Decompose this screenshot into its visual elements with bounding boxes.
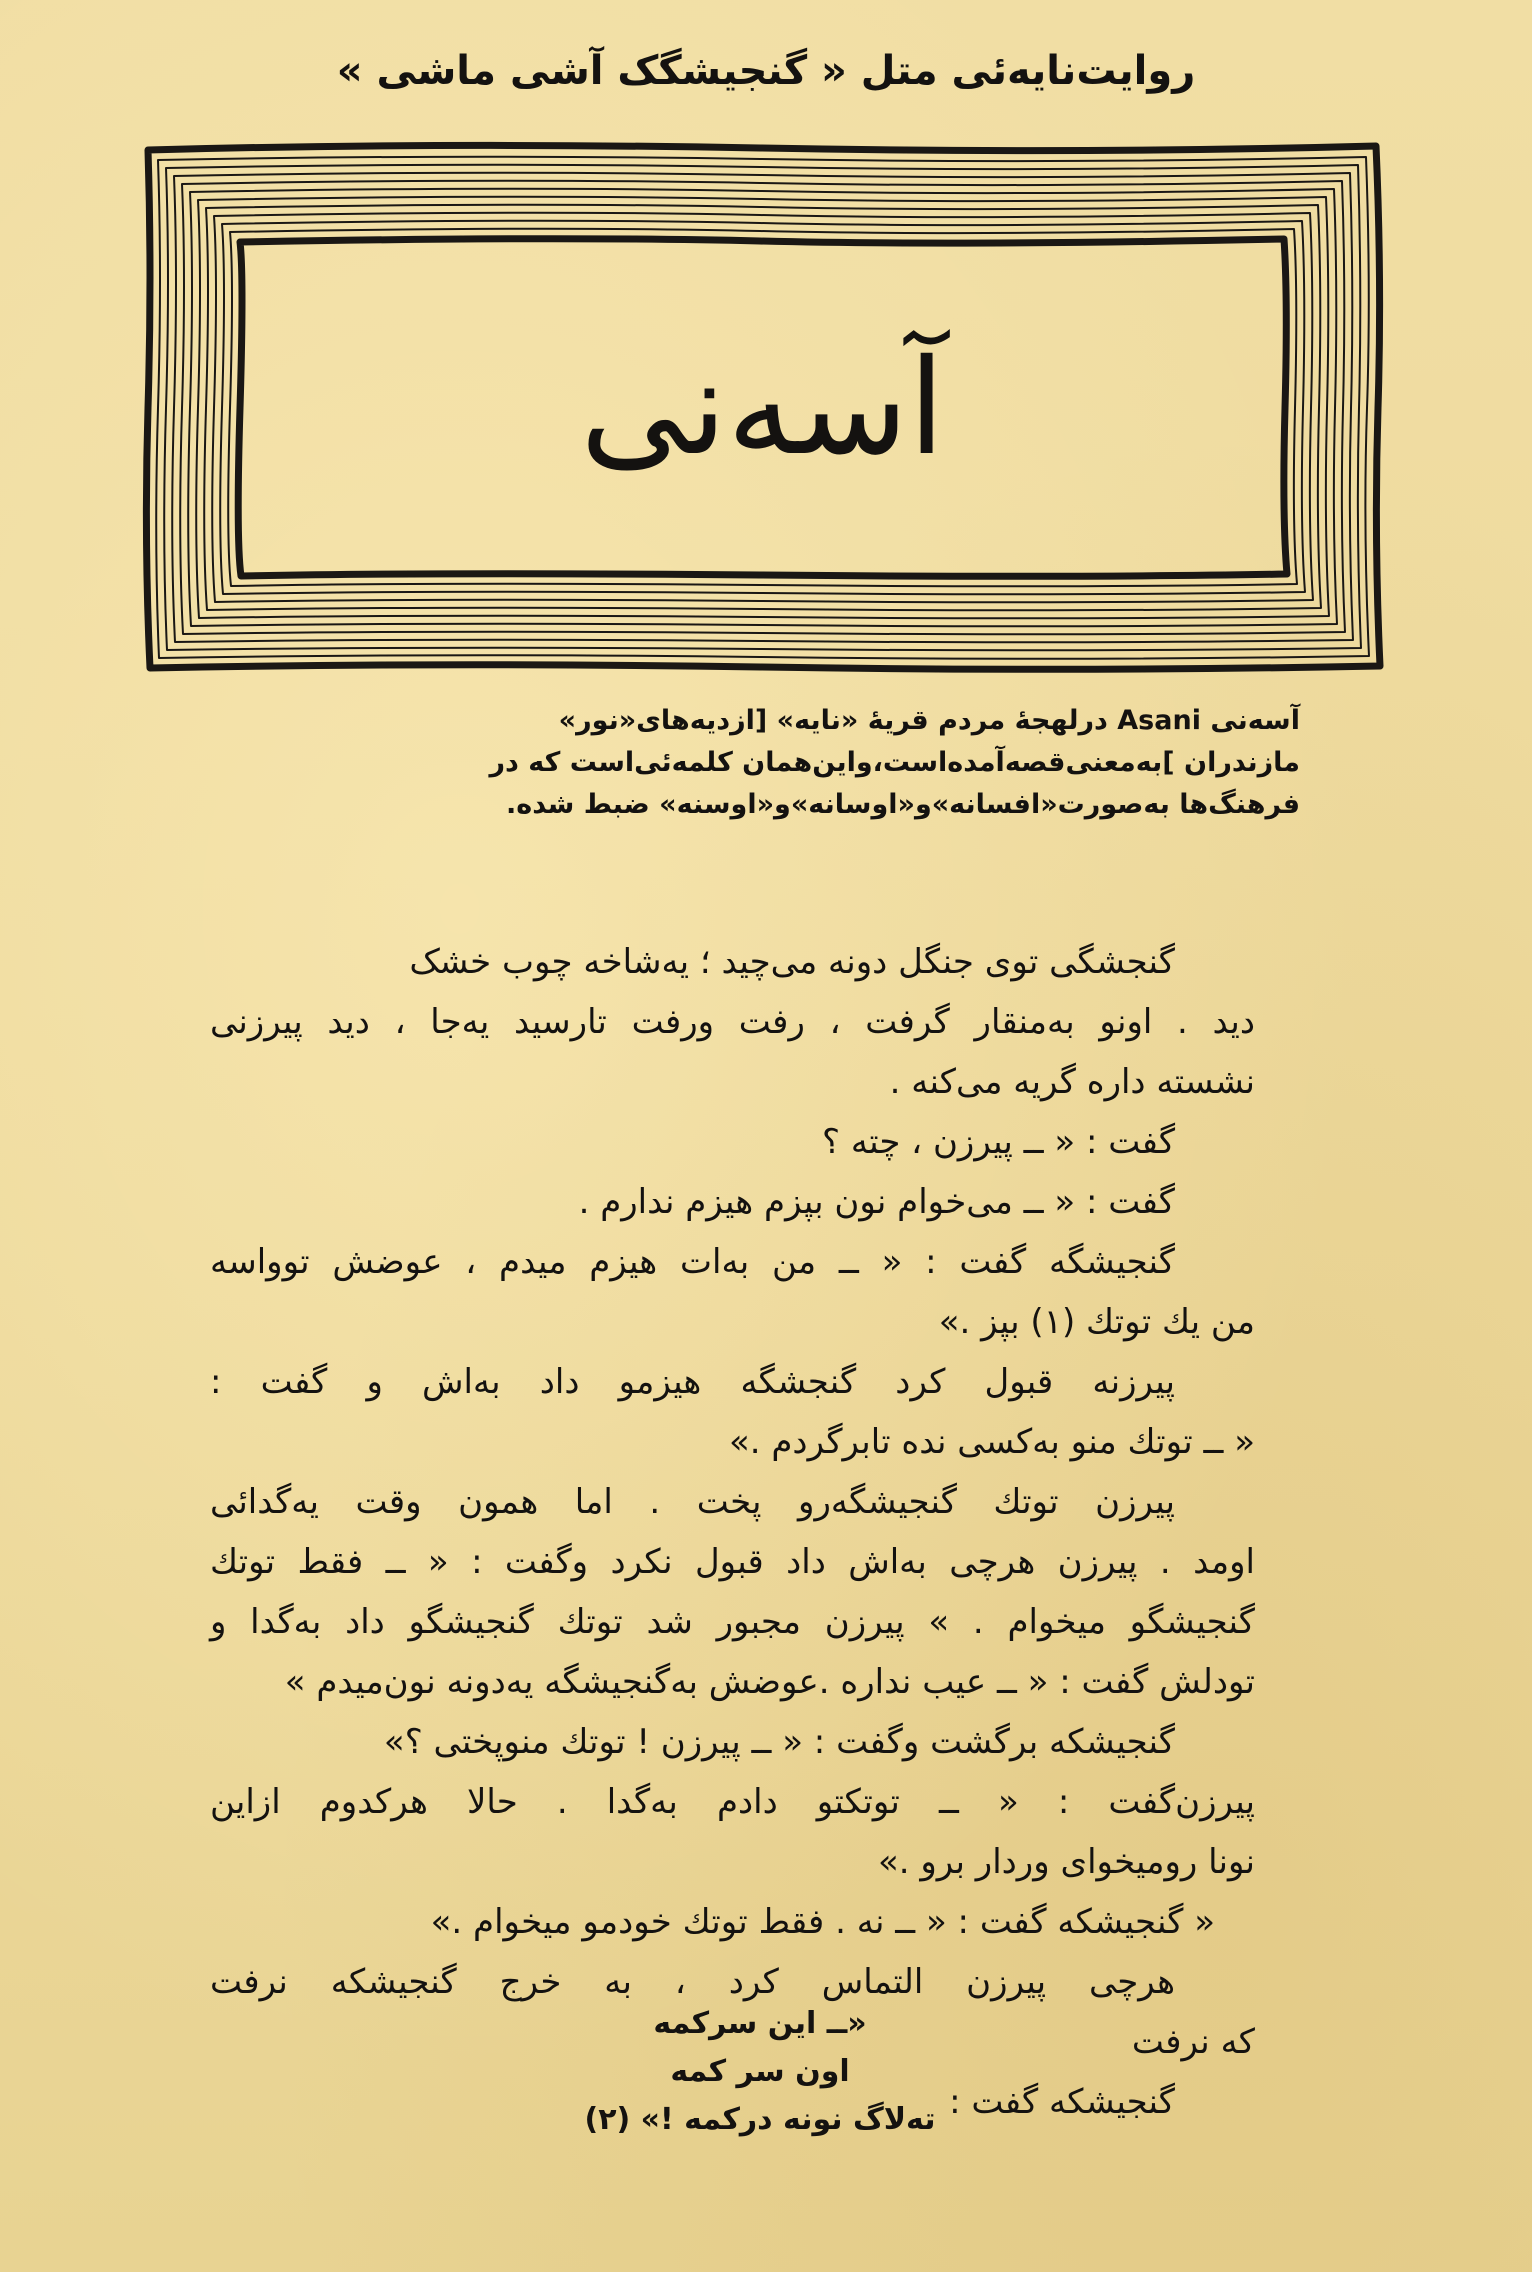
frame-title: آسه‌نی [580,330,945,485]
story-line: پیرزن توتك گنجیشگه‌رو پخت . اما همون وقت یه‌گدائی [210,1482,1175,1522]
story-line: گنجیشکه گفت : [949,2082,1175,2122]
intro-line: آسه‌نی Asani درلهجهٔ مردم قریهٔ «نایه» [ازدیه‌های«نور» [558,705,1300,736]
story-line: پیرزن‌گفت : « ــ توتکتو دادم به‌گدا . حالا هرکدوم ازاین [210,1782,1255,1822]
intro-line: مازندران ]به‌معنی‌قصه‌آمده‌است،واین‌همان کلمه‌ئی‌است که در [489,747,1300,778]
story-line: هرچی پیرزن التماس کرد ، به خرج گنجیشکه نرفت [210,1962,1175,2002]
verse-line: «ــ این سرکمه [653,2006,867,2041]
story-line: « گنجیشکه گفت : « ــ نه . فقط توتك خودمو میخوام .» [430,1902,1215,1942]
intro-line: فرهنگ‌ها به‌صورت«افسانه»و«اوسانه»و«اوسنه» ضبط شده. [506,789,1300,820]
story-line: گنجیشگو میخوام . » پیرزن مجبور شد توتك گنجیشگو داد به‌گدا و [210,1602,1255,1642]
story-line: اومد . پیرزن هرچی به‌اش داد قبول نکرد وگفت : « ــ فقط توتك [210,1542,1255,1582]
story-line: نشسته داره گریه می‌کنه . [889,1062,1255,1102]
story-line: پیرزنه قبول کرد گنجشگه هیزمو داد به‌اش و گفت : [210,1362,1175,1402]
story-line: تودلش گفت : « ــ عیب نداره .عوضش به‌گنجیشگه یه‌دونه نون‌میدم » [284,1662,1255,1702]
story-body [210,932,1255,2132]
story-line: دید . اونو به‌منقار گرفت ، رفت ورفت تارسید یه‌جا ، دید پیرزنی [210,1002,1255,1042]
verse-line: ته‌لاگ نونه درکمه !» (۲) [584,2102,936,2137]
story-line: نونا رومیخوای وردار برو .» [877,1842,1255,1882]
story-line: گفت : « ــ می‌خوام نون بپزم هیزم ندارم . [578,1182,1175,1222]
story-line: گنجشگی توی جنگل دونه می‌چید ؛ یه‌شاخه چوب خشک [409,942,1175,982]
story-line: « ــ توتك منو به‌کسی نده تابرگردم .» [728,1422,1255,1462]
story-line: من یك توتك (۱) بپز .» [938,1302,1255,1342]
story-line: گفت : « ــ پیرزن ، چته ؟ [822,1122,1175,1162]
page-header: روایت‌نایه‌ئی متل « گنجیشگک آشی ماشی » [336,48,1196,94]
verse-block [460,2000,1060,2144]
intro-note [220,700,1300,826]
story-line: گنجیشگه گفت : « ــ من به‌ات هیزم میدم ، عوضش تو‌واسه [210,1242,1175,1282]
story-line: گنجیشکه برگشت وگفت : « ــ پیرزن ! توتك منوپختی ؟» [383,1722,1175,1762]
verse-line: اون سر کمه [670,2054,850,2089]
story-line: که نرفت [1131,2022,1255,2062]
